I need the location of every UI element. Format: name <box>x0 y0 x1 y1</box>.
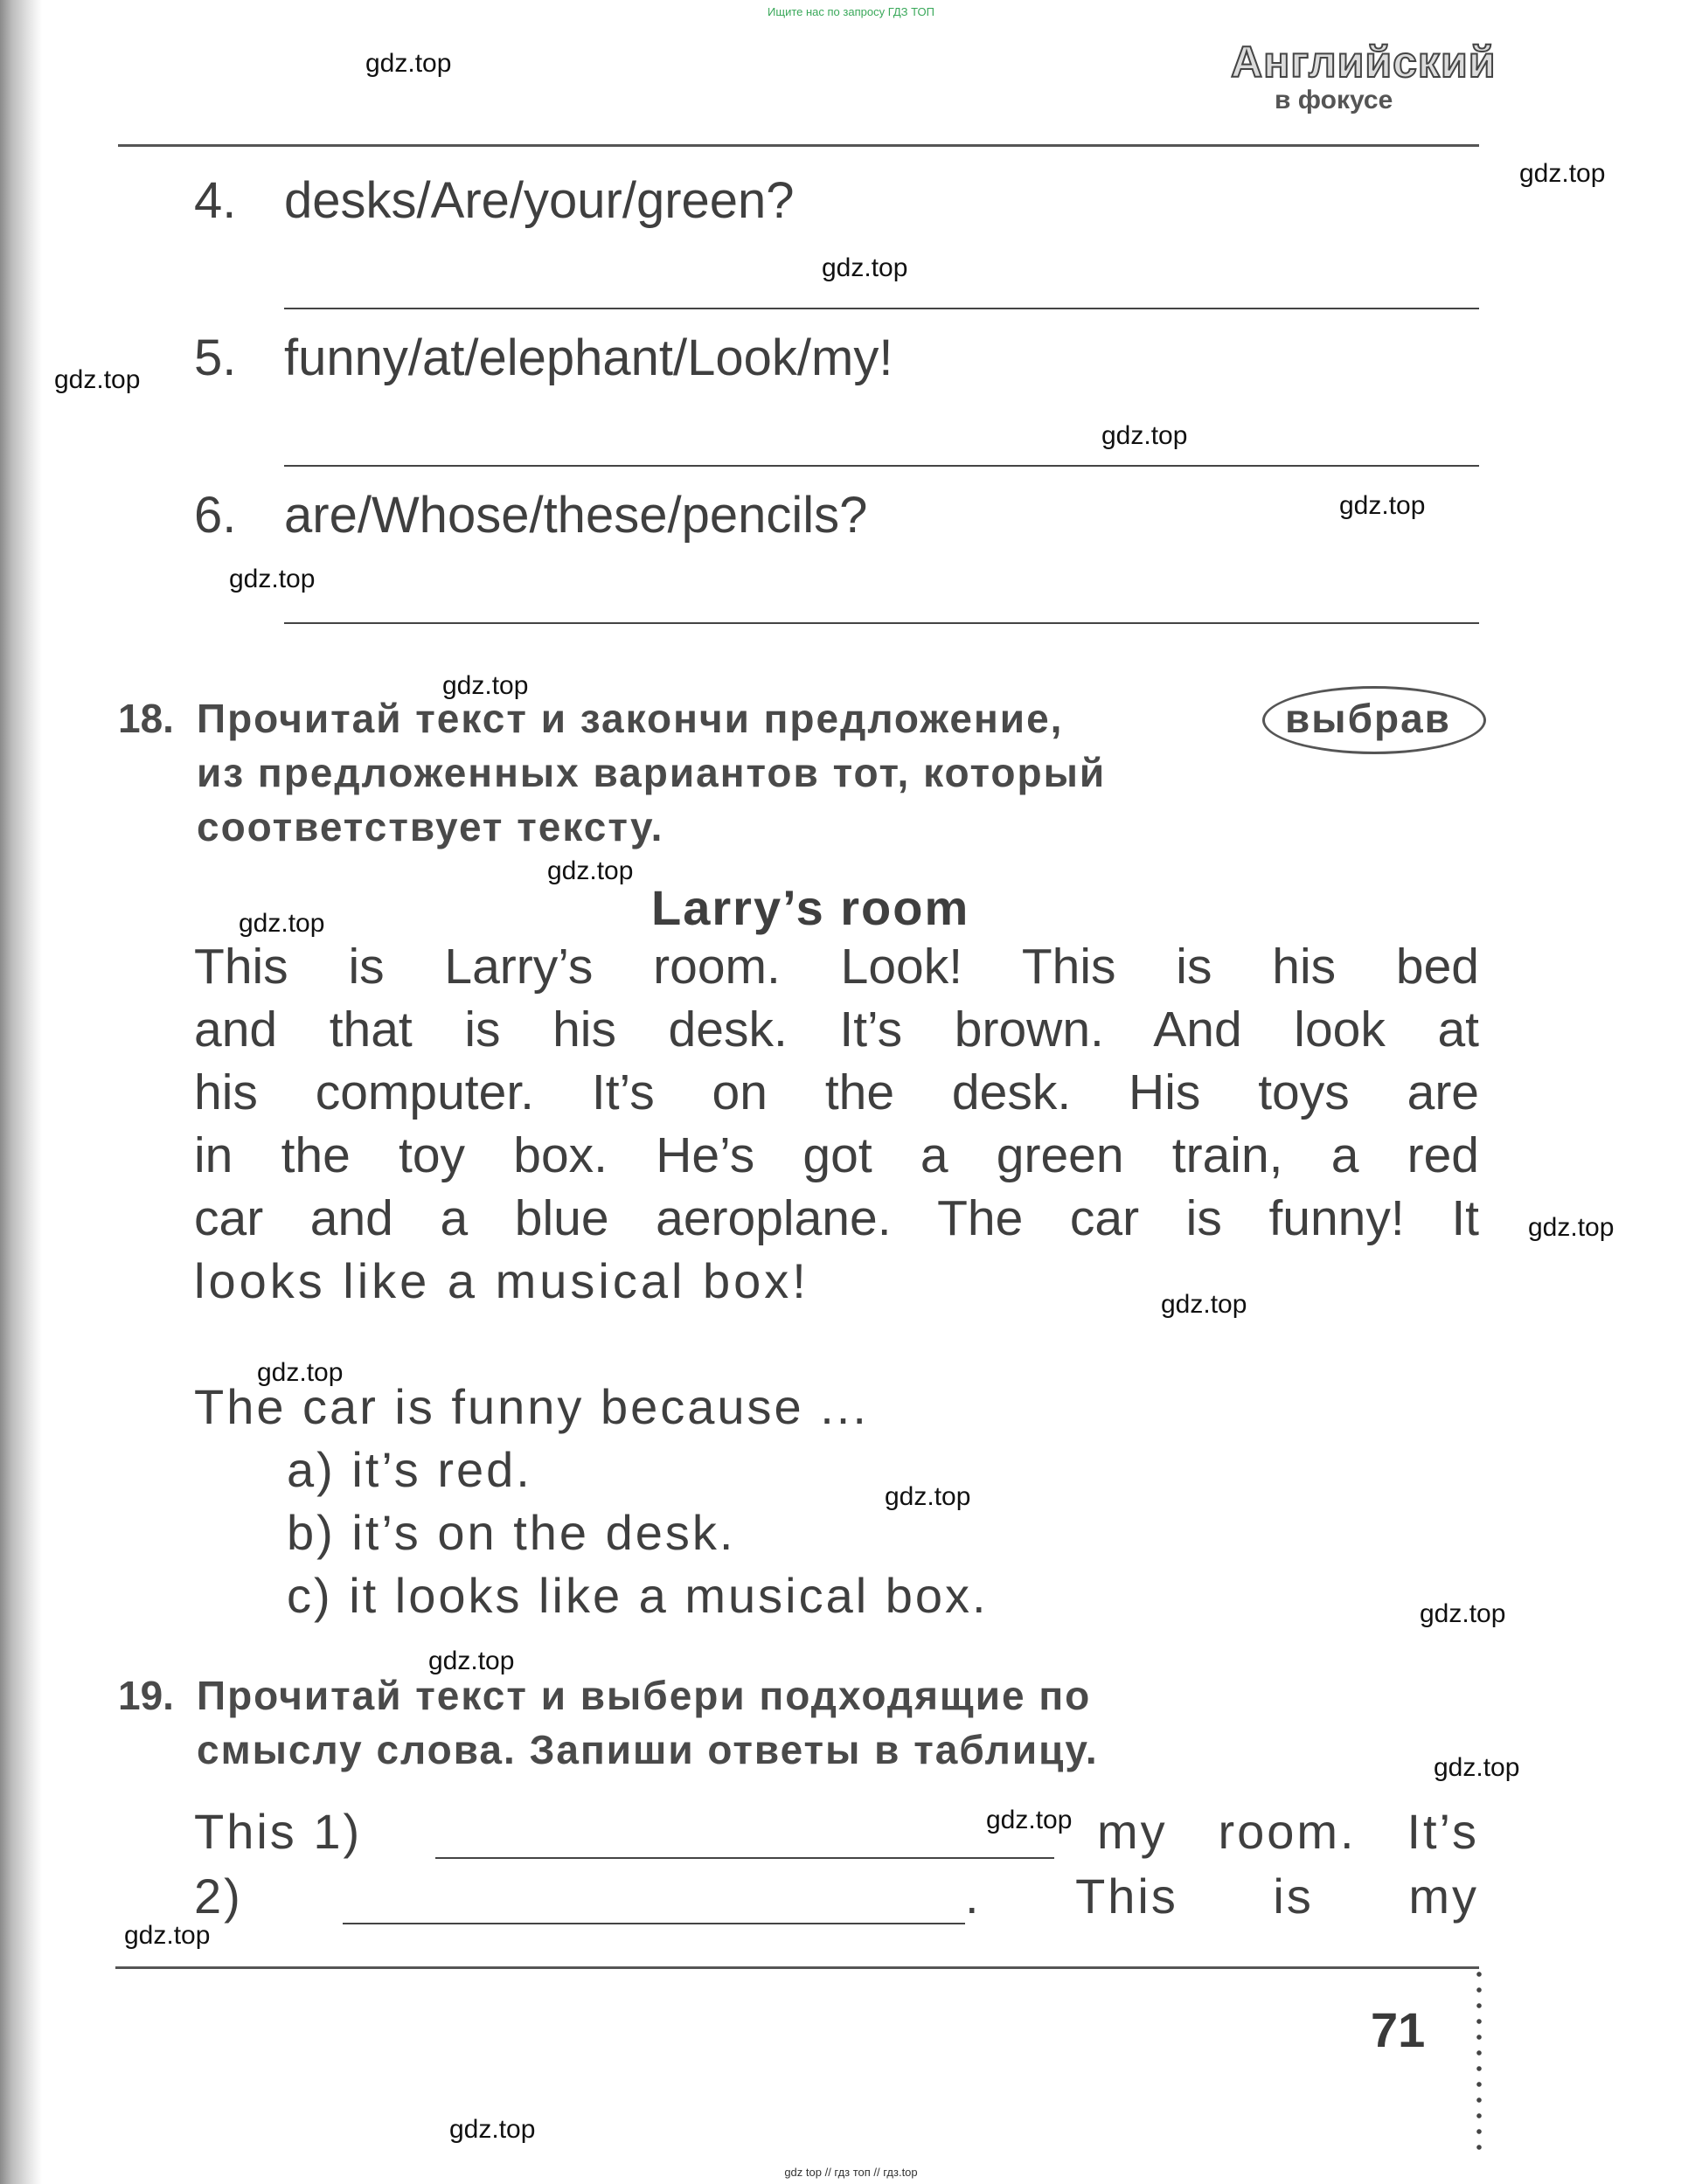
watermark: gdz.top <box>449 2115 536 2144</box>
watermark: gdz.top <box>54 365 141 394</box>
watermark: gdz.top <box>1101 421 1188 450</box>
item-4-number: 4. <box>194 172 237 229</box>
task-18-circled-word: выбрав <box>1285 696 1451 741</box>
fill-blank-2[interactable] <box>343 1923 965 1924</box>
task-19-line-1: Прочитай текст и выбери подходящие по <box>197 1673 1092 1718</box>
watermark: gdz.top <box>428 1647 515 1675</box>
watermark: gdz.top <box>822 253 908 282</box>
fill-row-2-start: 2) <box>194 1869 243 1924</box>
task-18-line-2: из предложенных вариантов тот, который <box>197 750 1107 795</box>
logo-title: Английский <box>1231 38 1497 87</box>
item-5-number: 5. <box>194 329 237 386</box>
text-title: Larry’s room <box>651 880 970 935</box>
watermark: gdz.top <box>1161 1290 1247 1319</box>
fill-row-1-start: This 1) <box>194 1804 363 1859</box>
dotted-cut-line <box>1476 1966 1482 2159</box>
fill-blank-1[interactable] <box>435 1857 1054 1859</box>
option-c[interactable]: c) it looks like a musical box. <box>287 1568 989 1623</box>
watermark: gdz.top <box>229 565 316 593</box>
option-b[interactable]: b) it’s on the desk. <box>287 1505 736 1560</box>
answer-line-6[interactable] <box>284 622 1479 624</box>
watermark: gdz.top <box>124 1921 211 1950</box>
text-line-3: his computer. It’s on the desk. His toys are <box>194 1064 1479 1120</box>
task-18-number: 18. <box>118 696 174 741</box>
text-line-6: looks like a musical box! <box>194 1253 809 1308</box>
watermark: gdz.top <box>986 1806 1073 1834</box>
watermark: gdz.top <box>1519 159 1606 188</box>
text-line-1: This is Larry’s room. Look! This is his bed <box>194 939 1479 995</box>
watermark: gdz.top <box>885 1482 971 1511</box>
task-19-number: 19. <box>118 1673 174 1718</box>
task-19-line-2: смыслу слова. Запиши ответы в таблицу. <box>197 1727 1099 1772</box>
fill-row-1-end: my room. It’s <box>1097 1804 1479 1859</box>
question-stem: The car is funny because ... <box>194 1379 869 1434</box>
text-line-4: in the toy box. He’s got a green train, a red <box>194 1127 1479 1183</box>
item-6-text: are/Whose/these/pencils? <box>284 487 868 544</box>
footer-note: gdz top // гдз топ // гдз.top <box>784 2166 918 2179</box>
fill-row-2-end: . This is my <box>965 1869 1479 1924</box>
watermark: gdz.top <box>547 856 634 885</box>
logo-subtitle: в фокусе <box>1275 86 1393 114</box>
watermark: gdz.top <box>1339 491 1426 520</box>
option-a[interactable]: a) it’s red. <box>287 1442 532 1497</box>
text-line-5: car and a blue aeroplane. The car is funny! It <box>194 1190 1479 1246</box>
item-6-number: 6. <box>194 487 237 544</box>
watermark: gdz.top <box>1434 1753 1520 1782</box>
item-4-text: desks/Are/your/green? <box>284 172 795 229</box>
watermark: gdz.top <box>1420 1599 1506 1628</box>
task-18-line-3: соответствует тексту. <box>197 804 664 849</box>
answer-line-4[interactable] <box>284 308 1479 309</box>
top-search-note: Ищите нас по запросу ГДЗ ТОП <box>768 5 934 18</box>
watermark: gdz.top <box>442 671 529 700</box>
watermark: gdz.top <box>1528 1213 1615 1242</box>
book-logo <box>1231 37 1497 124</box>
watermark: gdz.top <box>239 909 325 938</box>
book-spine-shadow <box>0 0 42 2184</box>
text-line-2: and that is his desk. It’s brown. And look at <box>194 1002 1479 1057</box>
footer-rule <box>115 1966 1479 1969</box>
watermark: gdz.top <box>257 1358 344 1387</box>
answer-line-5[interactable] <box>284 465 1479 467</box>
item-5-text: funny/at/elephant/Look/my! <box>284 329 893 386</box>
page-number: 71 <box>1371 2002 1426 2057</box>
header-rule <box>118 144 1479 147</box>
watermark: gdz.top <box>365 49 452 78</box>
task-18-line-1: Прочитай текст и закончи предложение, <box>197 696 1064 741</box>
